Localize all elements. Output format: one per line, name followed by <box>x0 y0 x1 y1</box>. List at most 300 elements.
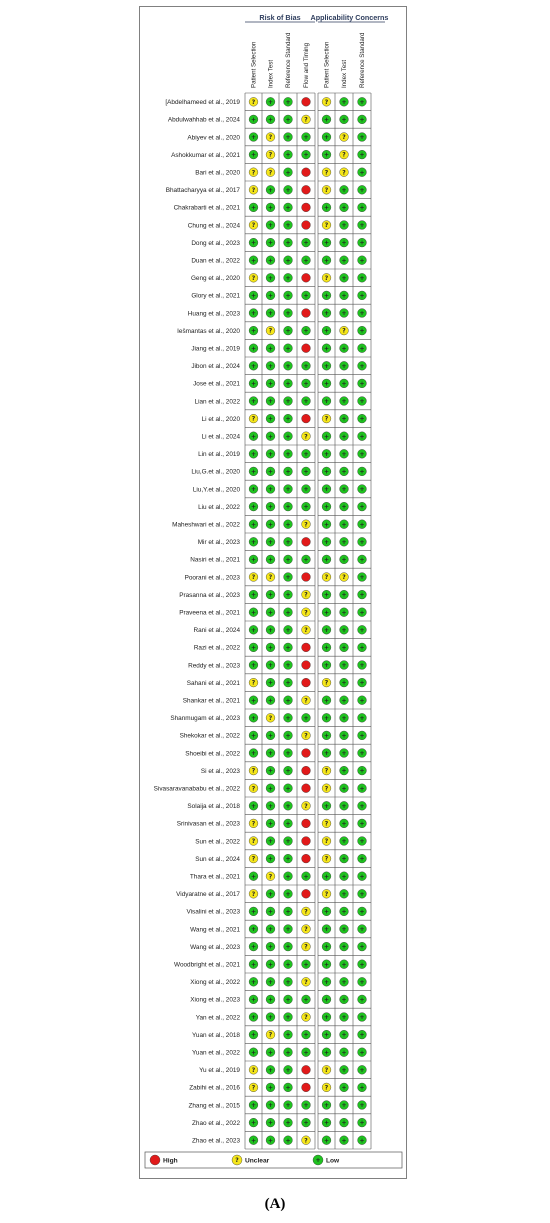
rating-symbol: + <box>267 257 274 265</box>
rating-symbol: + <box>323 961 330 969</box>
rating-symbol: + <box>341 116 347 124</box>
rating-symbol: ? <box>251 890 256 898</box>
rating-symbol: + <box>250 310 257 318</box>
rating-symbol: ? <box>268 1031 273 1039</box>
rating-symbol: + <box>341 996 347 1004</box>
rating-symbol: + <box>323 802 330 810</box>
rating-symbol: + <box>250 802 257 810</box>
rating-symbol: ? <box>342 327 346 335</box>
rating-symbol: ? <box>304 116 308 124</box>
study-label: Lian et al., 2022 <box>194 398 240 406</box>
rating-symbol: + <box>341 362 347 370</box>
study-label: Zhao et al., 2023 <box>192 1137 240 1145</box>
rating-symbol: + <box>285 926 291 934</box>
rating-symbol: ? <box>342 574 346 582</box>
rating-symbol: + <box>341 1084 347 1092</box>
rating-symbol: + <box>323 750 330 758</box>
rating-symbol: + <box>359 926 365 934</box>
rating-dot-high <box>302 643 311 652</box>
study-label: Praveena et al., 2021 <box>179 609 240 617</box>
rating-symbol: + <box>285 591 291 599</box>
rating-symbol: + <box>285 714 291 722</box>
rating-symbol: + <box>267 503 274 511</box>
rating-symbol: + <box>341 591 347 599</box>
rating-symbol: + <box>323 521 330 529</box>
rating-symbol: + <box>341 732 347 740</box>
rating-symbol: + <box>303 556 309 564</box>
rating-symbol: + <box>341 468 347 476</box>
rating-symbol: + <box>267 609 274 617</box>
rating-symbol: + <box>267 1119 274 1127</box>
rating-symbol: + <box>341 662 347 670</box>
rating-symbol: + <box>323 714 330 722</box>
rating-symbol: + <box>359 1102 365 1110</box>
legend-label-low: Low <box>326 1157 340 1165</box>
rating-symbol: + <box>250 626 257 634</box>
rating-symbol: + <box>285 521 291 529</box>
rating-symbol: + <box>341 274 347 282</box>
rating-symbol: + <box>267 116 274 124</box>
rating-symbol: + <box>341 415 347 423</box>
rating-dot-high <box>302 837 311 846</box>
rating-symbol: + <box>267 1084 274 1092</box>
rating-symbol: ? <box>304 521 308 529</box>
rating-symbol: + <box>359 292 365 300</box>
rating-symbol: + <box>359 450 365 458</box>
rating-symbol: + <box>285 450 291 458</box>
rating-symbol: + <box>267 345 274 353</box>
rating-symbol: ? <box>251 679 256 687</box>
rating-symbol: ? <box>324 1084 329 1092</box>
study-label: Dong et al., 2023 <box>191 239 240 247</box>
study-label: Iešmantas et al., 2020 <box>177 327 240 335</box>
rating-symbol: + <box>341 855 347 863</box>
study-label: Jiang et al., 2019 <box>191 345 240 353</box>
rating-symbol: ? <box>268 714 273 722</box>
rating-symbol: ? <box>304 926 308 934</box>
rating-symbol: ? <box>324 274 329 282</box>
rating-symbol: + <box>359 538 365 546</box>
rating-symbol: + <box>359 1031 365 1039</box>
rating-symbol: + <box>303 1102 309 1110</box>
rating-symbol: ? <box>268 873 273 881</box>
rating-symbol: ? <box>324 415 329 423</box>
rating-symbol: + <box>359 433 365 441</box>
rating-symbol: ? <box>324 186 329 194</box>
study-label: Woodbright et al., 2021 <box>174 961 240 969</box>
study-label: Duan et al., 2022 <box>191 257 240 265</box>
study-label: Solaija et al., 2018 <box>187 803 240 811</box>
rating-symbol: + <box>323 433 330 441</box>
study-label: Abdulwahhab et al., 2024 <box>167 116 240 124</box>
rating-symbol: + <box>250 116 257 124</box>
study-label: Shekokar et al., 2022 <box>179 732 240 740</box>
rating-symbol: + <box>250 433 257 441</box>
rating-symbol: + <box>303 292 309 300</box>
rating-symbol: + <box>267 855 274 863</box>
rating-symbol: ? <box>324 574 329 582</box>
rating-symbol: + <box>359 556 365 564</box>
rating-dot-high <box>302 661 311 670</box>
rating-symbol: + <box>250 732 257 740</box>
rating-symbol: + <box>285 626 291 634</box>
rating-symbol: ? <box>304 1014 308 1022</box>
rating-symbol: + <box>267 996 274 1004</box>
rating-symbol: + <box>285 732 291 740</box>
rating-symbol: + <box>285 890 291 898</box>
rating-symbol: + <box>323 486 330 494</box>
rating-symbol: + <box>341 310 347 318</box>
legend-swatch-high <box>150 1155 160 1165</box>
rating-symbol: + <box>250 521 257 529</box>
rating-symbol: + <box>250 591 257 599</box>
rating-symbol: + <box>323 591 330 599</box>
study-label: Yu et al., 2019 <box>199 1067 240 1075</box>
rating-symbol: + <box>267 450 274 458</box>
rating-dot-high <box>302 766 311 775</box>
study-label: Lin et al., 2019 <box>198 451 240 459</box>
rating-symbol: + <box>267 679 274 687</box>
rating-symbol: + <box>285 750 291 758</box>
study-label: Liu,G.et al., 2020 <box>191 468 240 476</box>
rating-symbol: + <box>250 714 257 722</box>
rating-symbol: + <box>267 538 274 546</box>
rating-symbol: + <box>285 222 291 230</box>
rating-symbol: ? <box>324 222 329 230</box>
rating-symbol: + <box>285 697 291 705</box>
rating-dot-high <box>302 889 311 898</box>
rating-symbol: + <box>359 785 365 793</box>
rating-symbol: + <box>267 398 274 406</box>
rating-symbol: + <box>303 1049 309 1057</box>
legend-label-high: High <box>163 1157 178 1165</box>
rating-symbol: + <box>359 855 365 863</box>
rating-symbol: + <box>359 134 365 142</box>
rating-symbol: + <box>323 151 330 159</box>
rating-symbol: + <box>267 890 274 898</box>
rating-symbol: + <box>323 327 330 335</box>
study-label: Rani et al., 2024 <box>193 627 240 635</box>
study-label: Bari et al., 2020 <box>195 169 240 177</box>
rating-symbol: + <box>285 486 291 494</box>
rating-symbol: + <box>359 1119 365 1127</box>
rating-symbol: + <box>267 310 274 318</box>
rating-symbol: ? <box>324 679 329 687</box>
rating-symbol: ? <box>324 169 329 177</box>
rating-symbol: ? <box>324 98 329 106</box>
rating-symbol: + <box>341 1119 347 1127</box>
rating-symbol: + <box>359 468 365 476</box>
rating-symbol: + <box>285 134 291 142</box>
study-label: Zhang et al., 2015 <box>188 1102 240 1110</box>
study-label: Si et al., 2023 <box>200 767 240 775</box>
rating-symbol: + <box>250 327 257 335</box>
study-label: Abiyev et al., 2020 <box>187 134 240 142</box>
rating-symbol: + <box>341 186 347 194</box>
rating-symbol: + <box>267 239 274 247</box>
rating-symbol: + <box>341 503 347 511</box>
rating-symbol: + <box>303 134 309 142</box>
study-label: Glory et al., 2021 <box>191 292 240 300</box>
rating-symbol: + <box>341 433 347 441</box>
rating-symbol: + <box>250 926 257 934</box>
rating-symbol: + <box>285 961 291 969</box>
rating-symbol: + <box>285 996 291 1004</box>
group-title-applicability-concerns: Applicability Concerns <box>310 13 389 22</box>
rating-symbol: + <box>359 345 365 353</box>
rating-symbol: ? <box>251 838 256 846</box>
rating-symbol: + <box>267 98 274 106</box>
rating-symbol: + <box>341 679 347 687</box>
rating-symbol: + <box>323 450 330 458</box>
rating-symbol: + <box>267 186 274 194</box>
rating-symbol: + <box>250 398 257 406</box>
rating-dot-high <box>302 273 311 282</box>
study-label: Maheshwari et al., 2022 <box>172 521 240 529</box>
study-label: Jibon et al., 2024 <box>191 363 240 371</box>
rating-symbol: + <box>285 662 291 670</box>
rating-symbol: + <box>359 521 365 529</box>
column-header: Patient Selection <box>323 41 331 88</box>
column-header: Index Test <box>267 59 275 88</box>
rating-symbol: + <box>341 538 347 546</box>
rating-symbol: + <box>341 98 347 106</box>
rating-symbol: + <box>323 398 330 406</box>
rating-symbol: + <box>285 274 291 282</box>
rating-dot-high <box>302 784 311 793</box>
rating-symbol: + <box>303 996 309 1004</box>
rating-symbol: + <box>285 574 291 582</box>
rating-symbol: + <box>250 961 257 969</box>
rating-symbol: + <box>359 890 365 898</box>
rating-symbol: + <box>359 169 365 177</box>
rating-symbol: ? <box>304 732 308 740</box>
rating-symbol: + <box>323 380 330 388</box>
rating-symbol: + <box>341 750 347 758</box>
rating-symbol: + <box>303 450 309 458</box>
rating-symbol: + <box>267 486 274 494</box>
rating-dot-high <box>302 221 311 230</box>
study-label: Bhattacharyya et al., 2017 <box>165 187 240 195</box>
rating-symbol: ? <box>268 134 273 142</box>
rating-symbol: ? <box>251 186 256 194</box>
rating-dot-high <box>302 309 311 318</box>
rating-dot-high <box>302 678 311 687</box>
rating-symbol: + <box>303 398 309 406</box>
rating-symbol: + <box>359 503 365 511</box>
rating-symbol: + <box>341 609 347 617</box>
rating-symbol: + <box>285 169 291 177</box>
rating-dot-high <box>302 185 311 194</box>
study-label: Yan et al., 2022 <box>195 1014 240 1022</box>
rating-symbol: + <box>359 274 365 282</box>
rating-symbol: + <box>285 609 291 617</box>
study-label: Visalini et al., 2023 <box>186 908 240 916</box>
rating-symbol: + <box>285 1084 291 1092</box>
rating-symbol: + <box>250 978 257 986</box>
rating-symbol: + <box>341 486 347 494</box>
rating-symbol: + <box>359 873 365 881</box>
rating-symbol: + <box>359 257 365 265</box>
study-label: Liu,Y.et al., 2020 <box>192 486 240 494</box>
panel-label: (A) <box>264 1196 286 1212</box>
rating-symbol: + <box>359 662 365 670</box>
rating-symbol: ? <box>251 855 256 863</box>
rating-symbol: + <box>250 503 257 511</box>
rating-symbol: + <box>267 943 274 951</box>
rating-symbol: + <box>341 380 347 388</box>
rating-symbol: + <box>267 222 274 230</box>
rating-symbol: ? <box>268 151 273 159</box>
rating-symbol: + <box>303 151 309 159</box>
rating-symbol: + <box>250 943 257 951</box>
rating-symbol: ? <box>251 1084 256 1092</box>
rating-symbol: + <box>285 415 291 423</box>
rating-symbol: + <box>250 239 257 247</box>
rating-symbol: + <box>341 767 347 775</box>
rating-symbol: + <box>359 996 365 1004</box>
rating-symbol: + <box>285 820 291 828</box>
rating-symbol: + <box>359 697 365 705</box>
rating-symbol: + <box>341 838 347 846</box>
study-label: Chung et al., 2024 <box>187 222 240 230</box>
rating-symbol: + <box>285 1119 291 1127</box>
rating-symbol: ? <box>304 1137 308 1145</box>
rating-symbol: + <box>359 327 365 335</box>
rating-symbol: + <box>285 503 291 511</box>
rating-symbol: + <box>341 222 347 230</box>
rating-symbol: + <box>285 433 291 441</box>
rating-symbol: + <box>250 1014 257 1022</box>
rating-symbol: + <box>267 1137 274 1145</box>
rating-symbol: + <box>303 362 309 370</box>
rating-symbol: + <box>267 1049 274 1057</box>
rating-symbol: + <box>323 626 330 634</box>
rating-symbol: + <box>359 486 365 494</box>
rating-symbol: + <box>285 380 291 388</box>
rating-symbol: ? <box>251 222 256 230</box>
rating-symbol: + <box>267 838 274 846</box>
rating-symbol: + <box>303 257 309 265</box>
rating-symbol: + <box>267 767 274 775</box>
rating-dot-high <box>302 573 311 582</box>
study-label: Razi et al., 2022 <box>193 644 240 652</box>
rating-symbol: + <box>250 750 257 758</box>
rating-symbol: + <box>341 697 347 705</box>
rating-dot-high <box>302 749 311 758</box>
rating-symbol: + <box>285 978 291 986</box>
rating-symbol: + <box>341 943 347 951</box>
rating-symbol: ? <box>304 433 308 441</box>
rating-symbol: + <box>285 873 291 881</box>
study-label: Yuan et al., 2022 <box>192 1049 240 1057</box>
rating-symbol: + <box>323 1049 330 1057</box>
rating-symbol: + <box>285 1031 291 1039</box>
rating-symbol: + <box>341 626 347 634</box>
rating-symbol: + <box>303 1119 309 1127</box>
rating-symbol: + <box>323 1119 330 1127</box>
rating-symbol: + <box>323 310 330 318</box>
rating-symbol: + <box>285 644 291 652</box>
rating-symbol: ? <box>268 327 273 335</box>
rating-symbol: + <box>359 609 365 617</box>
rating-symbol: + <box>323 362 330 370</box>
rating-symbol: + <box>341 873 347 881</box>
rating-symbol: + <box>341 644 347 652</box>
study-label: Vidyaratne et al., 2017 <box>176 891 240 899</box>
rating-symbol: ? <box>324 1066 329 1074</box>
rating-symbol: + <box>341 714 347 722</box>
rating-symbol: + <box>250 450 257 458</box>
rating-symbol: ? <box>324 855 329 863</box>
rating-symbol: + <box>267 433 274 441</box>
rating-symbol: + <box>359 1137 365 1145</box>
rating-symbol: + <box>323 1137 330 1145</box>
rating-symbol: + <box>267 978 274 986</box>
rating-symbol: + <box>341 1014 347 1022</box>
rating-symbol: ? <box>251 274 256 282</box>
study-label: Shankar et al., 2021 <box>182 697 240 705</box>
rating-symbol: + <box>267 415 274 423</box>
rating-symbol: ? <box>324 767 329 775</box>
rating-symbol: ? <box>251 785 256 793</box>
rating-symbol: + <box>303 503 309 511</box>
study-label: Mir et al., 2023 <box>197 539 240 547</box>
rating-symbol: + <box>323 1014 330 1022</box>
rating-symbol: + <box>285 239 291 247</box>
rating-symbol: + <box>285 943 291 951</box>
study-label: Reddy et al., 2023 <box>188 662 240 670</box>
rating-symbol: ? <box>304 908 308 916</box>
rating-symbol: + <box>323 468 330 476</box>
study-label: Ashokkumar et al., 2021 <box>171 151 240 159</box>
rating-symbol: + <box>341 1049 347 1057</box>
rating-symbol: ? <box>251 415 256 423</box>
rating-symbol: ? <box>324 820 329 828</box>
rating-symbol: + <box>285 116 291 124</box>
rating-symbol: + <box>341 802 347 810</box>
study-label: Jose et al., 2021 <box>193 380 240 388</box>
rating-symbol: + <box>250 380 257 388</box>
rating-symbol: + <box>359 732 365 740</box>
rating-symbol: + <box>303 327 309 335</box>
rating-symbol: + <box>341 926 347 934</box>
study-label: Sun et al., 2022 <box>195 838 240 846</box>
study-label: Sun et al., 2024 <box>195 855 240 863</box>
rating-symbol: + <box>267 908 274 916</box>
rating-symbol: + <box>285 1102 291 1110</box>
rating-symbol: + <box>359 767 365 775</box>
rating-symbol: + <box>323 257 330 265</box>
rating-symbol: ? <box>324 890 329 898</box>
study-label: Prasanna et al., 2023 <box>179 591 240 599</box>
rating-symbol: + <box>267 732 274 740</box>
rating-symbol: + <box>323 697 330 705</box>
rating-symbol: + <box>341 345 347 353</box>
rating-symbol: + <box>285 98 291 106</box>
rating-dot-high <box>302 203 311 212</box>
rating-symbol: + <box>303 468 309 476</box>
study-label: Zabihi et al., 2016 <box>189 1084 240 1092</box>
rating-symbol: + <box>285 1049 291 1057</box>
rating-symbol: + <box>323 345 330 353</box>
rating-symbol: + <box>250 1102 257 1110</box>
rating-symbol: + <box>303 239 309 247</box>
rating-symbol: ? <box>268 169 273 177</box>
study-label: Wang et al., 2021 <box>190 926 240 934</box>
rating-symbol: ? <box>251 98 256 106</box>
rating-symbol: + <box>285 767 291 775</box>
